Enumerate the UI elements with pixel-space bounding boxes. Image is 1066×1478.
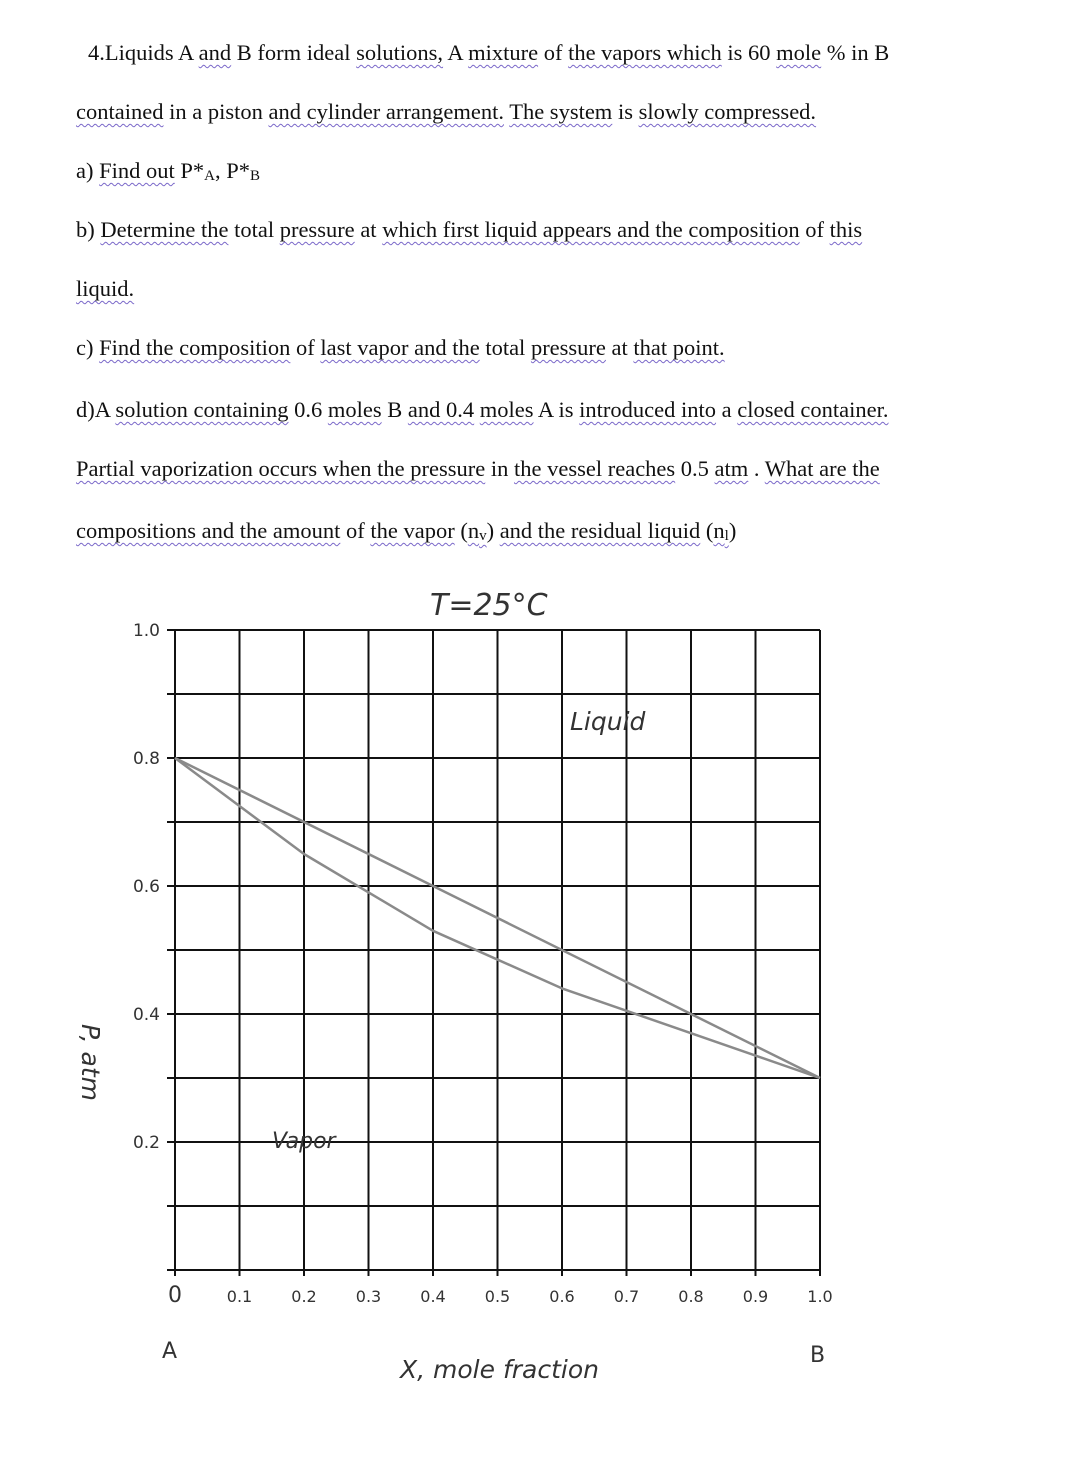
text: of xyxy=(538,40,569,65)
x-tick-label: 0.2 xyxy=(291,1287,317,1306)
y-tick-label: 0.6 xyxy=(132,877,160,897)
x-end-label-b: B xyxy=(810,1343,826,1368)
question-c xyxy=(76,335,725,361)
x-tick-label: 0.3 xyxy=(355,1287,382,1306)
x-tick-label: 0.9 xyxy=(742,1287,769,1306)
text: ) xyxy=(728,518,737,543)
y-tick-label: 0.2 xyxy=(132,1133,160,1153)
text: of xyxy=(340,518,371,543)
text: in xyxy=(485,456,514,481)
text: is xyxy=(612,99,639,124)
text: the vessel reaches xyxy=(514,456,676,481)
subscript: v xyxy=(479,528,487,544)
text: at xyxy=(605,335,634,360)
region-label-liquid: Liquid xyxy=(570,707,646,736)
problem-line-2 xyxy=(76,99,816,125)
text: , P* xyxy=(215,158,251,183)
text: this xyxy=(829,217,863,242)
text: and cylinder arrangement. xyxy=(268,99,504,124)
subscript: A xyxy=(204,168,215,184)
text: 4.Liquids A xyxy=(88,40,199,65)
phase-diagram-svg xyxy=(0,580,1066,1400)
text: mixture xyxy=(468,40,539,65)
text: pressure xyxy=(279,217,355,242)
text: in a piston xyxy=(163,99,269,124)
text: at xyxy=(354,217,383,242)
text: the vapors which xyxy=(568,40,722,65)
text: pressure xyxy=(530,335,606,360)
text: Find the composition xyxy=(99,335,291,360)
y-tick-label: 0.4 xyxy=(132,1005,160,1025)
text: and the residual liquid xyxy=(499,518,701,543)
text: d)A xyxy=(76,397,116,422)
text: contained xyxy=(76,99,164,124)
text: which first liquid appears and the composition xyxy=(382,217,800,242)
text: a xyxy=(716,397,738,422)
text: closed container. xyxy=(737,397,889,422)
text: total xyxy=(479,335,531,360)
question-a xyxy=(76,158,260,185)
text: B form ideal xyxy=(231,40,357,65)
question-b xyxy=(76,217,862,243)
text: Partial vaporization occurs when the pressure xyxy=(76,456,486,481)
problem-line-1 xyxy=(88,40,889,66)
x-tick-label: 0.1 xyxy=(226,1287,253,1306)
text: . xyxy=(748,456,765,481)
text: 0.5 xyxy=(675,456,715,481)
text: A is xyxy=(533,397,580,422)
text: A xyxy=(443,40,469,65)
text: B xyxy=(381,397,408,422)
text: 0.6 xyxy=(288,397,328,422)
text: moles xyxy=(327,397,382,422)
text: What are the xyxy=(764,456,880,481)
text: that point. xyxy=(633,335,725,360)
text: mole xyxy=(776,40,822,65)
labels xyxy=(76,588,833,1384)
text: solution containing xyxy=(115,397,289,422)
text: n xyxy=(467,518,480,543)
text: and 0.4 xyxy=(407,397,475,422)
text: a) xyxy=(76,158,100,183)
x-end-label-a: A xyxy=(162,1339,178,1364)
text: % in B xyxy=(821,40,890,65)
text: Find out xyxy=(99,158,175,183)
x-tick-label: 0.7 xyxy=(613,1287,640,1306)
text: introduced into xyxy=(579,397,717,422)
text: compositions and the amount xyxy=(76,518,341,543)
subscript: l xyxy=(724,528,729,544)
text: and xyxy=(198,40,232,65)
phase-diagram xyxy=(0,580,1066,1400)
x-tick-label: 0.4 xyxy=(420,1287,446,1306)
question-b-cont xyxy=(76,276,134,302)
text: c) xyxy=(76,335,100,360)
x-axis-label: X, mole fraction xyxy=(400,1355,599,1384)
text: atm xyxy=(714,456,749,481)
text: n xyxy=(713,518,725,543)
x-tick-label: 1.0 xyxy=(807,1287,833,1306)
text: ( xyxy=(454,518,468,543)
text: the vapor xyxy=(370,518,455,543)
x-tick-label: 0.8 xyxy=(678,1287,704,1306)
y-tick-label: 0.8 xyxy=(132,749,160,769)
x-tick-label: 0.6 xyxy=(549,1287,575,1306)
text: ( xyxy=(700,518,714,543)
text: total xyxy=(228,217,280,242)
y-axis-label: P, atm xyxy=(76,1024,105,1102)
question-d xyxy=(76,397,888,423)
text: is 60 xyxy=(721,40,777,65)
subscript: B xyxy=(250,168,261,184)
text: solutions, xyxy=(356,40,444,65)
text: liquid. xyxy=(76,276,135,301)
chart-title: T=25°C xyxy=(430,588,548,623)
y-tick-label: 1.0 xyxy=(132,621,160,641)
text: ) xyxy=(486,518,500,543)
text: of xyxy=(290,335,321,360)
text: P* xyxy=(174,158,205,183)
text: last vapor and the xyxy=(320,335,480,360)
text: slowly compressed. xyxy=(638,99,817,124)
text: of xyxy=(799,217,830,242)
text: The system xyxy=(509,99,613,124)
question-d-cont-1 xyxy=(76,456,880,482)
question-d-cont-2 xyxy=(76,518,736,545)
text: moles xyxy=(479,397,534,422)
text: b) xyxy=(76,217,101,242)
x-tick-label: 0 xyxy=(168,1283,182,1308)
region-label-vapor: Vapor xyxy=(272,1129,336,1154)
grid xyxy=(167,630,820,1276)
x-tick-label: 0.5 xyxy=(484,1287,511,1306)
text: Determine the xyxy=(100,217,229,242)
